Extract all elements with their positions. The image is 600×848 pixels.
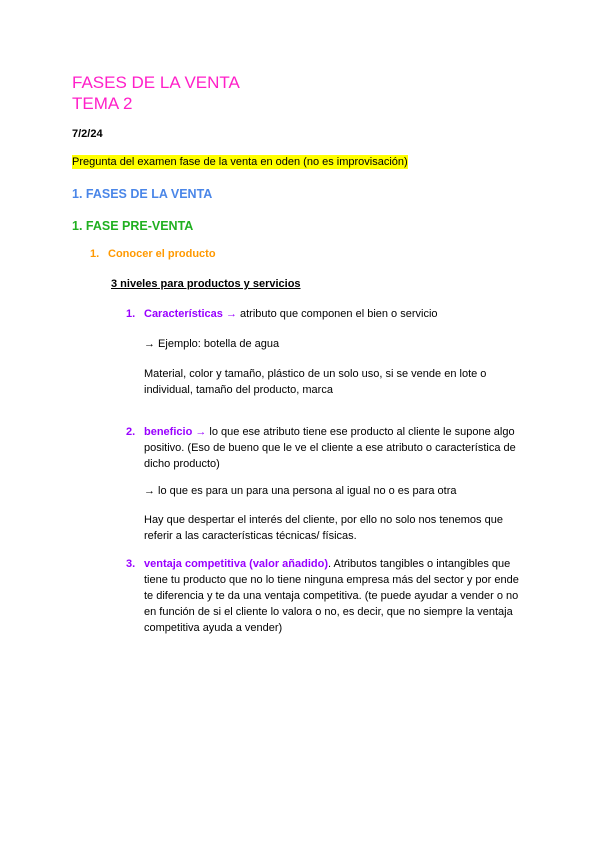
item-term: Características xyxy=(144,308,223,320)
heading-fases-de-la-venta: 1. FASES DE LA VENTA xyxy=(72,187,213,201)
heading-fase-pre-venta: 1. FASE PRE-VENTA xyxy=(72,219,194,233)
list-item-ventaja-competitiva xyxy=(126,556,526,636)
highlight-note xyxy=(72,156,408,168)
subheading-number: 1. xyxy=(90,248,100,260)
arrow-icon: → xyxy=(195,426,207,438)
item-paragraph: → Ejemplo: botella de agua xyxy=(144,338,280,350)
item-number: 2. xyxy=(126,426,136,438)
list-item-beneficio xyxy=(126,424,526,472)
highlight-note-text: Pregunta del examen fase de la venta en oden (no es improvisación) xyxy=(72,156,408,168)
item-text: . Atributos tangibles o intangibles que tiene tu producto que no lo tiene ninguna empresa más del sector y por ende te diferencia y te da una ventaja competitiva. (te puede ayudar a vender o no en función de si el cliente lo valora o no, es decir, que no siempre la ventaja competitiva ayuda a vender) xyxy=(144,558,519,634)
subheading-label: Conocer el producto xyxy=(108,248,216,260)
date: 7/2/24 xyxy=(72,128,103,140)
item-number: 1. xyxy=(126,308,136,320)
title-line-1: FASES DE LA VENTA xyxy=(72,73,240,92)
item-paragraph: → lo que es para un para una persona al igual no o es para otra xyxy=(144,485,457,497)
title-line-2: TEMA 2 xyxy=(72,94,133,113)
item-text: atributo que componen el bien o servicio xyxy=(236,308,438,320)
item-term: beneficio xyxy=(144,426,193,438)
item-text: lo que ese atributo tiene ese producto al cliente le supone algo positivo. (Eso de bueno que le ve el cliente a ese atributo o característica de dicho producto) xyxy=(144,426,516,470)
subheading-conocer-producto xyxy=(90,248,216,260)
item-number: 3. xyxy=(126,558,136,570)
list-item-caracteristicas xyxy=(126,306,526,322)
item-term: ventaja competitiva (valor añadido) xyxy=(144,558,328,570)
item-paragraph: Hay que despertar el interés del cliente, por ello no solo nos tenemos que referir a las características técnicas/ físicas. xyxy=(144,514,503,542)
niveles-heading: 3 niveles para productos y servicios xyxy=(111,278,301,290)
item-paragraph: Material, color y tamaño, plástico de un solo uso, si se vende en lote o individual, tamaño del producto, marca xyxy=(144,368,487,396)
arrow-icon: → xyxy=(225,308,237,320)
